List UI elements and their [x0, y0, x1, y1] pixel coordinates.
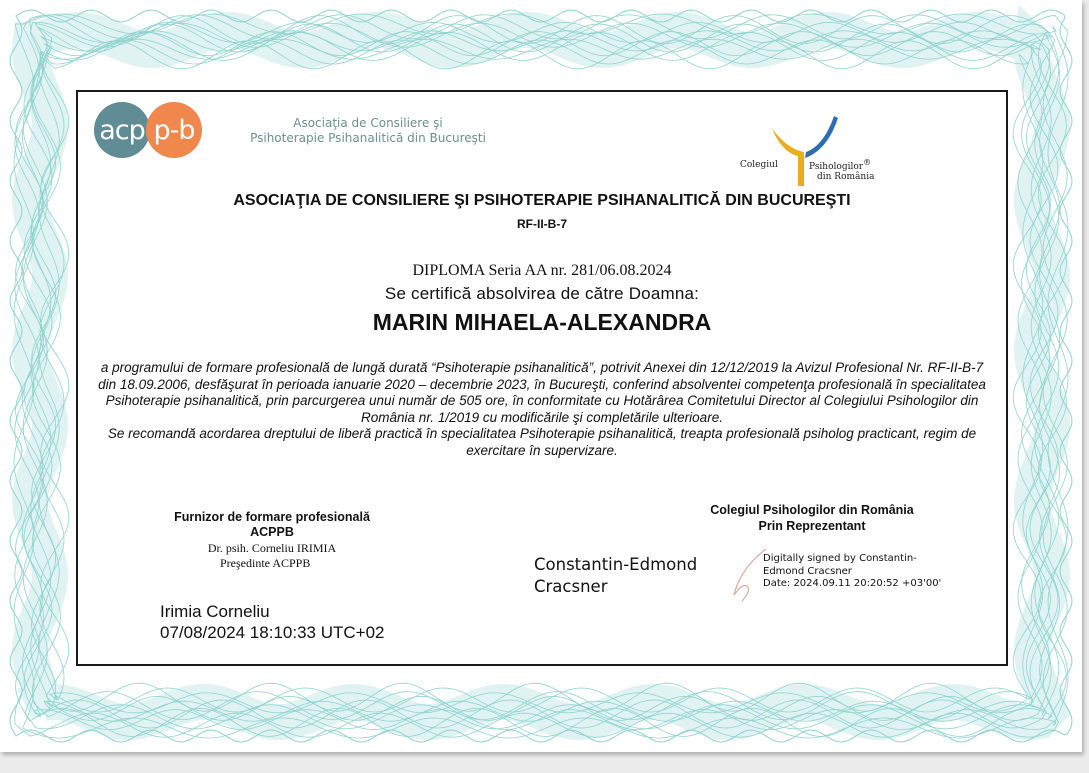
provider-label: Furnizor de formare profesională [174, 510, 370, 524]
college-label: Colegiul Psihologilor din România [710, 503, 914, 517]
reference-code: RF-II-B-7 [517, 217, 567, 231]
digital-signature-details [763, 553, 983, 591]
certification-statement: Se certifică absolvirea de către Doamna: [384, 284, 700, 303]
diploma-body [92, 360, 992, 460]
college-block [682, 502, 942, 534]
college-representative: Prin Reprezentant [758, 519, 866, 533]
cpr-logo-text-right [809, 158, 874, 182]
acppb-association-name [228, 116, 508, 146]
college-signer-name: Constantin-Edmond Cracsner [534, 555, 698, 596]
organization-title: ASOCIAŢIA DE CONSILIERE ŞI PSIHOTERAPIE PSIHANALITICĂ DIN BUCUREŞTI [233, 192, 851, 209]
cpr-logo-line-1: Psihologilor [809, 162, 864, 172]
diploma-series: DIPLOMA Seria AA nr. 281/06.08.2024 [412, 262, 672, 279]
body-paragraph-2: Se recomandă acordarea dreptului de liberă practică în specialitatea Psihoterapie psihanalitică, treapta profesională psiholog practicant, regim de exercitare în supervizare. [107, 426, 977, 458]
cpr-logo [738, 112, 898, 186]
diploma-panel [76, 90, 1008, 666]
provider-person: Dr. psih. Corneliu IRIMIA [207, 541, 337, 555]
provider-signature-name: Irimia Corneliu [160, 602, 270, 621]
provider-signature-date: 07/08/2024 18:10:33 UTC+02 [160, 623, 385, 642]
acppb-logo-left-circle: acp [94, 102, 150, 158]
provider-block [142, 510, 402, 571]
acppb-name-line-2: Psihoterapie Psihanalitică din Bucureşti [250, 131, 486, 145]
digital-signature-line-1: Digitally signed by Constantin- [763, 553, 917, 564]
provider-org: ACPPB [250, 525, 294, 539]
digital-signature-line-3: Date: 2024.09.11 20:20:52 +03'00' [763, 578, 942, 589]
cpr-logo-line-2: din România [817, 172, 875, 182]
acppb-logo [94, 102, 214, 158]
graduate-name: MARIN MIHAELA-ALEXANDRA [372, 309, 712, 335]
body-paragraph-1: a programului de formare profesională de lungă durată “Psihoterapie psihanalitică”, potrivit Anexei din 12/12/2019 la Avizul Profesional Nr. RF-II-B-7 din 18.09.2006, desfăşurat în perioada ianuarie 2020 – decembrie 2023, în Bucureşti, conferind absolventei competenţa profesională în specialitatea Psihoterapie psihanalitică, prin parcurgerea unui număr de 505 ore, în conformitate cu Hotărârea Comitetului Director al Colegiului Psihologilor din România nr. 1/2019 cu modificările şi completările ulterioare. [98, 360, 986, 425]
cpr-logo-text-left: Colegiul [740, 160, 778, 170]
provider-role: Preşedinte ACPPB [220, 556, 311, 570]
acppb-name-line-1: Asociaţia de Consiliere şi [293, 116, 443, 130]
registered-mark: ® [863, 158, 872, 167]
acppb-logo-right-circle: p-b [146, 102, 202, 158]
digital-signature-line-2: Edmond Cracsner [763, 565, 852, 577]
